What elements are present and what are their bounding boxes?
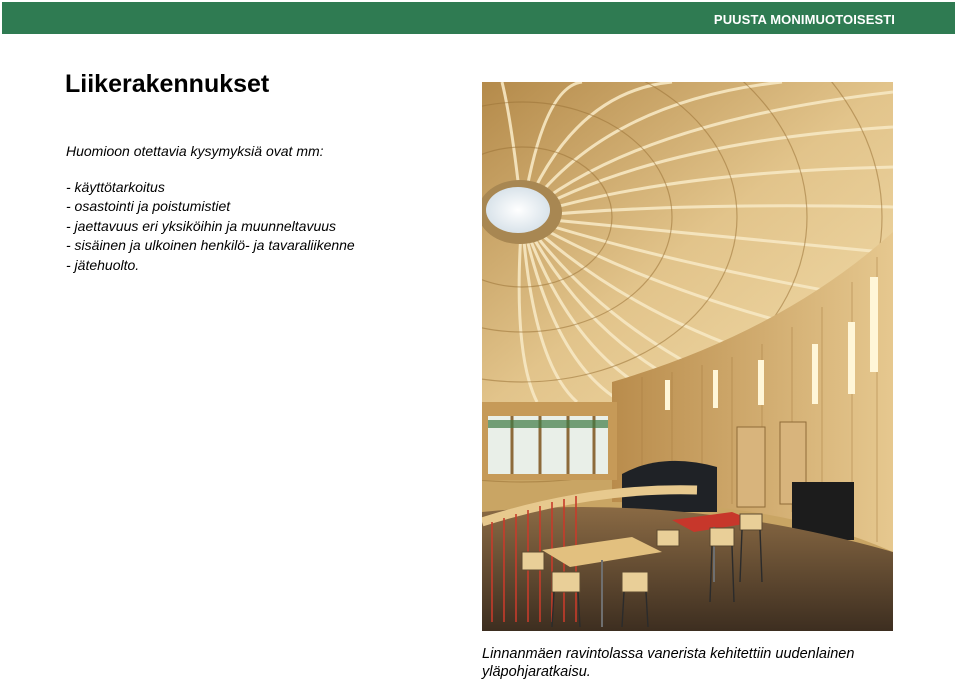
restaurant-interior-illustration xyxy=(482,82,893,631)
banner-title: PUUSTA MONIMUOTOISESTI xyxy=(713,12,895,27)
page-title: Liikerakennukset xyxy=(65,70,270,98)
list-item: - käyttötarkoitus xyxy=(66,179,165,195)
window-trees xyxy=(488,420,608,428)
list-item: - osastointi ja poistumistiet xyxy=(66,198,231,215)
question-list xyxy=(66,178,355,275)
intro-text: Huomioon otettavia kysymyksiä ovat mm: xyxy=(66,143,324,159)
door xyxy=(737,427,765,507)
restaurant-photo xyxy=(482,82,893,631)
list-item: - jätehuolto. xyxy=(66,256,140,273)
list-item: - sisäinen ja ulkoinen henkilö- ja tavaraliikenne xyxy=(66,237,355,254)
skylight xyxy=(486,187,550,233)
list-item: - jaettavuus eri yksiköihin ja muunneltavuus xyxy=(66,217,337,234)
header-banner xyxy=(2,2,955,34)
photo-caption: Linnanmäen ravintolassa vanerista kehitettiin uudenlainen yläpohjaratkaisu. xyxy=(482,646,855,680)
